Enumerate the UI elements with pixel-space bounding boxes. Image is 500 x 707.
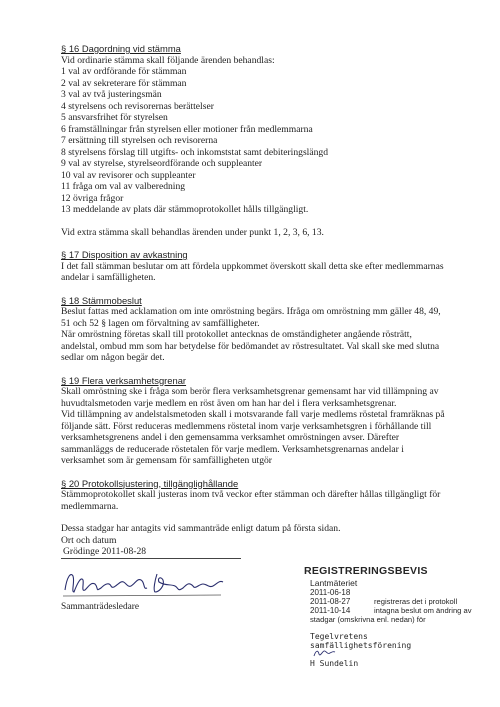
section-18-line: När omröstning företas skall till protokollet antecknas de omständigheter angående rösträtt, (61, 329, 412, 340)
section-16-heading: § 16 Dagordning vid stämma (61, 43, 181, 54)
section-18-line: sedlar om någon begär det. (61, 352, 165, 363)
registration-date: 2011-06-18 (310, 588, 351, 597)
agenda-item: 1 val av ordförande för stämman (61, 66, 187, 77)
section-16 (61, 43, 481, 238)
registration-text: stadgar (omskrivna enl. nedan) för (310, 615, 426, 624)
agenda-item: 10 val av revisorer och suppleanter (61, 169, 196, 181)
agenda-item: 11 fråga om val av valberedning (61, 181, 186, 192)
section-17-line: I det fall stämman beslutar om att fördela uppkommet överskott skall detta ske efter medlemmarnas (61, 260, 444, 272)
section-18-line: Beslut fattas med acklamation om inte omröstning begärs. Ifråga om omröstning mm gäller 48, 49, (61, 306, 441, 317)
registration-text: registreras det i protokoll (374, 597, 458, 606)
place-date-value: Grödinge 2011-08-28 (61, 546, 241, 559)
signature-caption: Sammanträdesledare (61, 602, 140, 612)
section-17-line: andelar i samfälligheten. (61, 272, 156, 283)
place-date-label: Ort och datum (61, 534, 117, 546)
statutes-text (61, 43, 481, 559)
section-19-line: verksamhet som är gemensam för samfälligheten utgör (61, 455, 272, 466)
agenda-item: 2 val av sekreterare för stämman (61, 77, 187, 89)
association-name (310, 632, 494, 650)
section-17-heading: § 17 Disposition av avkastning (61, 249, 188, 260)
section-20-line: Stämmoprotokollet skall justeras inom två veckor efter stämman och därefter hållas tillgängligt för (61, 489, 441, 500)
association-name-line: Tegelvretens (310, 632, 368, 641)
section-17 (61, 249, 481, 284)
section-19-line: Vid tillämpning av andelstalsmetoden skall i motsvarande fall varje medlems röstetal framräknas på (61, 409, 445, 420)
agenda-item: 9 val av styrelse, styrelseordförande och suppleanter (61, 158, 263, 169)
section-19-line: huvudtalsmetoden varje medlem en röst även om han har del i flera verksamhetsgrenar. (61, 397, 397, 409)
registration-row (304, 615, 494, 624)
section-20-line: medlemmarna. (61, 500, 119, 512)
handwritten-signature (61, 566, 231, 602)
section-18-heading: § 18 Stämmobeslut (61, 294, 142, 306)
agenda-item: 13 meddelande av plats där stämmoprotokollet hålls tillgängligt. (61, 204, 309, 215)
agenda-item: 8 styrelsens förslag till utgifts- och inkomststat samt debiteringslängd (61, 146, 328, 158)
registration-row (304, 588, 494, 597)
registrar-name: H Sundelin (310, 659, 359, 668)
registration-title: REGISTRERINGSBEVIS (304, 565, 428, 577)
registration-date: 2011-08-27 (310, 597, 351, 606)
section-18 (61, 295, 481, 364)
agenda-item: 5 ansvarsfrihet för styrelsen (61, 112, 168, 123)
agenda-item: 12 övriga frågor (61, 192, 124, 204)
section-18-line: 51 och 52 § lagen om förvaltning av samfälligheter. (61, 317, 260, 329)
association-name-line: samfällighetsförening (310, 641, 412, 650)
section-20 (61, 478, 481, 513)
section-19-line: Skall omröstning ske i fråga som berör flera verksamhetsgrenar gemensamt har vid tillämpning av (61, 386, 439, 397)
section-18-line: andelstal, ombud mm som har betydelse för bedömandet av röstresultatet. Val skall ske med slutna (61, 340, 440, 352)
registration-date: 2011-10-14 (310, 606, 351, 615)
agenda-item: 7 ersättning till styrelsen och revisorerna (61, 135, 218, 146)
registrar-initials-mark (312, 648, 336, 658)
section-16-intro: Vid ordinarie stämma skall följande ärenden behandlas: (61, 54, 275, 66)
section-19-heading: § 19 Flera verksamhetsgrenar (61, 374, 187, 386)
section-19 (61, 375, 481, 467)
agenda-list (61, 66, 481, 216)
section-19-line: följande sätt. Först reduceras medlemmens röstetal inom varje verksamhetsgren i förhållande till (61, 420, 432, 432)
registration-row (304, 597, 494, 606)
agenda-item: 3 val av två justeringsmän (61, 89, 162, 100)
adoption-statement: Dessa stadgar har antagits vid sammanträde enligt datum på första sidan. (61, 523, 341, 534)
agenda-item: 4 styrelsens och revisorernas berättelser (61, 100, 214, 112)
closing-block (61, 523, 481, 559)
section-19-line: verksamhetsgrenens andel i den gemensamma verksamhet omröstningen avser. Därefter (61, 432, 400, 443)
section-16-extra: Vid extra stämma skall behandlas ärenden under punkt 1, 2, 3, 6, 13. (61, 226, 324, 238)
registration-row (304, 606, 494, 615)
section-19-line: sammanläggs de reducerade röstetalen för varje medlem. Verksamhetsgrenarnas andelar i (61, 443, 404, 455)
registration-text: intagna beslut om ändring av (374, 606, 472, 615)
registration-authority: Lantmäteriet (310, 578, 358, 588)
section-20-heading: § 20 Protokollsjustering, tillgänglighållande (61, 477, 239, 489)
agenda-item: 6 framställningar från styrelsen eller motioner från medlemmarna (61, 123, 313, 135)
